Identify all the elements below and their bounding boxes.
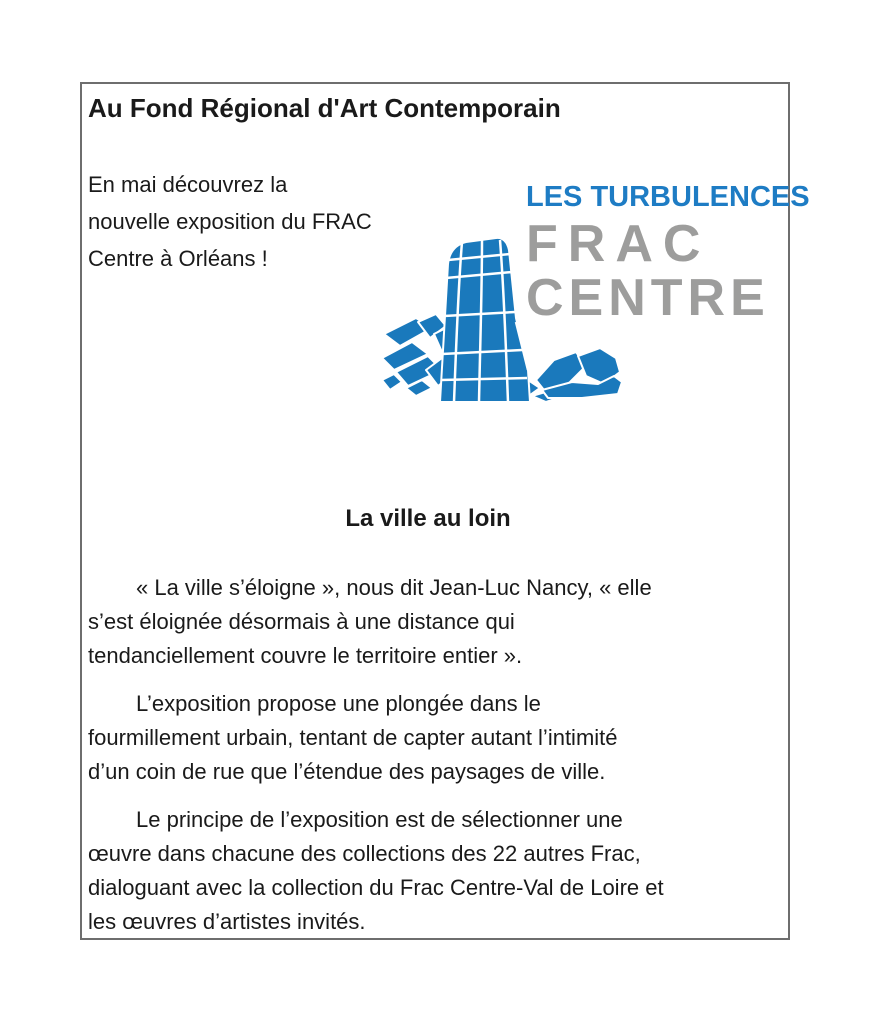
logo-name-frac: FRAC	[526, 215, 711, 273]
paragraph-line: fourmillement urbain, tentant de capter autant l’intimité	[88, 725, 618, 750]
paragraph-line: s’est éloignée désormais à une distance qui	[88, 609, 515, 634]
paragraph-line: tendanciellement couvre le territoire entier ».	[88, 643, 523, 668]
paragraph-line: Le principe de l’exposition est de sélectionner une	[136, 807, 623, 832]
logo-tagline: LES TURBULENCES	[526, 181, 810, 213]
intro-line: Centre à Orléans !	[88, 246, 268, 271]
paragraph	[88, 803, 768, 939]
paragraph-line: les œuvres d’artistes invités.	[88, 909, 366, 934]
paragraph-line: dialoguant avec la collection du Frac Centre-Val de Loire et	[88, 875, 664, 900]
logo-name-centre: CENTRE	[526, 269, 770, 327]
intro-line: En mai découvrez la	[88, 172, 288, 197]
logo-wordmark	[526, 181, 810, 327]
intro-line: nouvelle exposition du FRAC	[88, 209, 372, 234]
paragraph	[88, 687, 768, 789]
paragraph-line: L’exposition propose une plongée dans le	[136, 691, 541, 716]
paragraph-line: « La ville s’éloigne », nous dit Jean-Luc Nancy, « elle	[136, 575, 652, 600]
paragraph-line: d’un coin de rue que l’étendue des paysages de ville.	[88, 759, 606, 784]
frac-centre-logo	[382, 181, 810, 414]
flyer-text-box	[80, 82, 810, 940]
document-heading: Au Fond Régional d'Art Contemporain	[88, 93, 561, 123]
article-title: La ville au loin	[345, 505, 511, 532]
paragraph	[88, 571, 768, 673]
paragraph-line: œuvre dans chacune des collections des 22 autres Frac,	[88, 841, 641, 866]
